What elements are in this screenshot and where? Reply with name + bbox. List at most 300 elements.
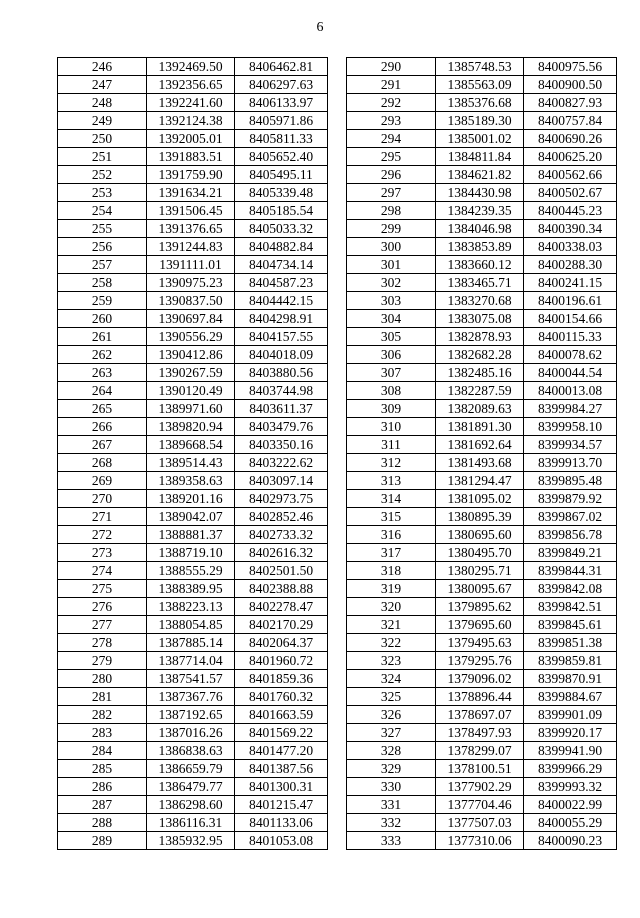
x-coordinate-cell: 1391244.83 bbox=[147, 238, 235, 256]
x-coordinate-cell: 1392356.65 bbox=[147, 76, 235, 94]
point-number-cell: 281 bbox=[58, 688, 147, 706]
y-coordinate-cell: 8399859.81 bbox=[524, 652, 617, 670]
point-number-cell: 267 bbox=[58, 436, 147, 454]
table-row bbox=[58, 184, 328, 202]
point-number-cell: 317 bbox=[347, 544, 436, 562]
y-coordinate-cell: 8400757.84 bbox=[524, 112, 617, 130]
y-coordinate-cell: 8399901.09 bbox=[524, 706, 617, 724]
y-coordinate-cell: 8400090.23 bbox=[524, 832, 617, 850]
table-row bbox=[58, 670, 328, 688]
table-row bbox=[347, 508, 617, 526]
x-coordinate-cell: 1392124.38 bbox=[147, 112, 235, 130]
point-number-cell: 303 bbox=[347, 292, 436, 310]
x-coordinate-cell: 1392469.50 bbox=[147, 58, 235, 76]
y-coordinate-cell: 8400196.61 bbox=[524, 292, 617, 310]
x-coordinate-cell: 1389514.43 bbox=[147, 454, 235, 472]
x-coordinate-cell: 1382682.28 bbox=[436, 346, 524, 364]
x-coordinate-cell: 1386659.79 bbox=[147, 760, 235, 778]
y-coordinate-cell: 8400625.20 bbox=[524, 148, 617, 166]
y-coordinate-cell: 8404442.15 bbox=[235, 292, 328, 310]
point-number-cell: 255 bbox=[58, 220, 147, 238]
x-coordinate-cell: 1379096.02 bbox=[436, 670, 524, 688]
x-coordinate-cell: 1384430.98 bbox=[436, 184, 524, 202]
table-row bbox=[347, 832, 617, 850]
x-coordinate-cell: 1377704.46 bbox=[436, 796, 524, 814]
x-coordinate-cell: 1387016.26 bbox=[147, 724, 235, 742]
table-row bbox=[347, 274, 617, 292]
y-coordinate-cell: 8401300.31 bbox=[235, 778, 328, 796]
point-number-cell: 330 bbox=[347, 778, 436, 796]
y-coordinate-cell: 8403744.98 bbox=[235, 382, 328, 400]
y-coordinate-cell: 8399934.57 bbox=[524, 436, 617, 454]
table-row bbox=[347, 598, 617, 616]
x-coordinate-cell: 1381493.68 bbox=[436, 454, 524, 472]
point-number-cell: 291 bbox=[347, 76, 436, 94]
point-number-cell: 315 bbox=[347, 508, 436, 526]
point-number-cell: 295 bbox=[347, 148, 436, 166]
table-row bbox=[347, 454, 617, 472]
x-coordinate-cell: 1388054.85 bbox=[147, 616, 235, 634]
x-coordinate-cell: 1378497.93 bbox=[436, 724, 524, 742]
x-coordinate-cell: 1383270.68 bbox=[436, 292, 524, 310]
y-coordinate-cell: 8400827.93 bbox=[524, 94, 617, 112]
x-coordinate-cell: 1379695.60 bbox=[436, 616, 524, 634]
point-number-cell: 288 bbox=[58, 814, 147, 832]
y-coordinate-cell: 8403350.16 bbox=[235, 436, 328, 454]
table-row bbox=[58, 796, 328, 814]
x-coordinate-cell: 1391111.01 bbox=[147, 256, 235, 274]
x-coordinate-cell: 1384239.35 bbox=[436, 202, 524, 220]
x-coordinate-cell: 1389820.94 bbox=[147, 418, 235, 436]
y-coordinate-cell: 8401133.06 bbox=[235, 814, 328, 832]
x-coordinate-cell: 1379495.63 bbox=[436, 634, 524, 652]
y-coordinate-cell: 8405495.11 bbox=[235, 166, 328, 184]
x-coordinate-cell: 1390120.49 bbox=[147, 382, 235, 400]
table-row bbox=[58, 814, 328, 832]
y-coordinate-cell: 8402733.32 bbox=[235, 526, 328, 544]
x-coordinate-cell: 1385376.68 bbox=[436, 94, 524, 112]
point-number-cell: 309 bbox=[347, 400, 436, 418]
point-number-cell: 253 bbox=[58, 184, 147, 202]
x-coordinate-cell: 1388223.13 bbox=[147, 598, 235, 616]
table-row bbox=[58, 112, 328, 130]
x-coordinate-cell: 1385748.53 bbox=[436, 58, 524, 76]
y-coordinate-cell: 8400115.33 bbox=[524, 328, 617, 346]
y-coordinate-cell: 8400975.56 bbox=[524, 58, 617, 76]
point-number-cell: 260 bbox=[58, 310, 147, 328]
point-number-cell: 251 bbox=[58, 148, 147, 166]
table-row bbox=[347, 688, 617, 706]
x-coordinate-cell: 1380095.67 bbox=[436, 580, 524, 598]
point-number-cell: 290 bbox=[347, 58, 436, 76]
y-coordinate-cell: 8401663.59 bbox=[235, 706, 328, 724]
point-number-cell: 304 bbox=[347, 310, 436, 328]
x-coordinate-cell: 1385932.95 bbox=[147, 832, 235, 850]
point-number-cell: 297 bbox=[347, 184, 436, 202]
x-coordinate-cell: 1386298.60 bbox=[147, 796, 235, 814]
x-coordinate-cell: 1380895.39 bbox=[436, 508, 524, 526]
table-row bbox=[58, 616, 328, 634]
y-coordinate-cell: 8399867.02 bbox=[524, 508, 617, 526]
point-number-cell: 279 bbox=[58, 652, 147, 670]
y-coordinate-cell: 8403611.37 bbox=[235, 400, 328, 418]
y-coordinate-cell: 8400390.34 bbox=[524, 220, 617, 238]
x-coordinate-cell: 1392241.60 bbox=[147, 94, 235, 112]
x-coordinate-cell: 1389201.16 bbox=[147, 490, 235, 508]
x-coordinate-cell: 1386116.31 bbox=[147, 814, 235, 832]
table-row bbox=[347, 310, 617, 328]
table-row bbox=[347, 436, 617, 454]
y-coordinate-cell: 8405185.54 bbox=[235, 202, 328, 220]
point-number-cell: 280 bbox=[58, 670, 147, 688]
point-number-cell: 273 bbox=[58, 544, 147, 562]
y-coordinate-cell: 8404157.55 bbox=[235, 328, 328, 346]
point-number-cell: 311 bbox=[347, 436, 436, 454]
page-number: 6 bbox=[316, 20, 324, 35]
point-number-cell: 292 bbox=[347, 94, 436, 112]
x-coordinate-cell: 1381692.64 bbox=[436, 436, 524, 454]
table-row bbox=[58, 130, 328, 148]
table-row bbox=[347, 742, 617, 760]
point-number-cell: 275 bbox=[58, 580, 147, 598]
y-coordinate-cell: 8405971.86 bbox=[235, 112, 328, 130]
table-row bbox=[58, 526, 328, 544]
table-row bbox=[347, 148, 617, 166]
y-coordinate-cell: 8405033.32 bbox=[235, 220, 328, 238]
point-number-cell: 320 bbox=[347, 598, 436, 616]
point-number-cell: 263 bbox=[58, 364, 147, 382]
point-number-cell: 300 bbox=[347, 238, 436, 256]
point-number-cell: 305 bbox=[347, 328, 436, 346]
table-row bbox=[347, 292, 617, 310]
table-row bbox=[58, 382, 328, 400]
table-body bbox=[58, 58, 328, 850]
table-row bbox=[347, 166, 617, 184]
point-number-cell: 316 bbox=[347, 526, 436, 544]
y-coordinate-cell: 8402616.32 bbox=[235, 544, 328, 562]
point-number-cell: 270 bbox=[58, 490, 147, 508]
y-coordinate-cell: 8399856.78 bbox=[524, 526, 617, 544]
y-coordinate-cell: 8402064.37 bbox=[235, 634, 328, 652]
x-coordinate-cell: 1389971.60 bbox=[147, 400, 235, 418]
point-number-cell: 287 bbox=[58, 796, 147, 814]
point-number-cell: 271 bbox=[58, 508, 147, 526]
table-row bbox=[347, 112, 617, 130]
x-coordinate-cell: 1384621.82 bbox=[436, 166, 524, 184]
table-row bbox=[347, 760, 617, 778]
x-coordinate-cell: 1389668.54 bbox=[147, 436, 235, 454]
x-coordinate-cell: 1389042.07 bbox=[147, 508, 235, 526]
y-coordinate-cell: 8403479.76 bbox=[235, 418, 328, 436]
point-number-cell: 307 bbox=[347, 364, 436, 382]
y-coordinate-cell: 8399842.08 bbox=[524, 580, 617, 598]
x-coordinate-cell: 1385189.30 bbox=[436, 112, 524, 130]
x-coordinate-cell: 1387367.76 bbox=[147, 688, 235, 706]
point-number-cell: 259 bbox=[58, 292, 147, 310]
point-number-cell: 312 bbox=[347, 454, 436, 472]
x-coordinate-cell: 1384811.84 bbox=[436, 148, 524, 166]
table-row bbox=[347, 76, 617, 94]
x-coordinate-cell: 1381294.47 bbox=[436, 472, 524, 490]
table-row bbox=[58, 706, 328, 724]
y-coordinate-cell: 8402278.47 bbox=[235, 598, 328, 616]
table-row bbox=[58, 274, 328, 292]
coordinates-table-right bbox=[346, 57, 617, 850]
x-coordinate-cell: 1378896.44 bbox=[436, 688, 524, 706]
y-coordinate-cell: 8400044.54 bbox=[524, 364, 617, 382]
x-coordinate-cell: 1391376.65 bbox=[147, 220, 235, 238]
y-coordinate-cell: 8400055.29 bbox=[524, 814, 617, 832]
x-coordinate-cell: 1390556.29 bbox=[147, 328, 235, 346]
x-coordinate-cell: 1382287.59 bbox=[436, 382, 524, 400]
point-number-cell: 332 bbox=[347, 814, 436, 832]
point-number-cell: 283 bbox=[58, 724, 147, 742]
y-coordinate-cell: 8399920.17 bbox=[524, 724, 617, 742]
point-number-cell: 314 bbox=[347, 490, 436, 508]
y-coordinate-cell: 8401053.08 bbox=[235, 832, 328, 850]
y-coordinate-cell: 8400562.66 bbox=[524, 166, 617, 184]
point-number-cell: 249 bbox=[58, 112, 147, 130]
table-row bbox=[347, 238, 617, 256]
x-coordinate-cell: 1382089.63 bbox=[436, 400, 524, 418]
table-row bbox=[347, 796, 617, 814]
y-coordinate-cell: 8400445.23 bbox=[524, 202, 617, 220]
table-row bbox=[347, 670, 617, 688]
table-row bbox=[58, 58, 328, 76]
point-number-cell: 286 bbox=[58, 778, 147, 796]
table-row bbox=[58, 292, 328, 310]
point-number-cell: 247 bbox=[58, 76, 147, 94]
x-coordinate-cell: 1380695.60 bbox=[436, 526, 524, 544]
x-coordinate-cell: 1385001.02 bbox=[436, 130, 524, 148]
table-row bbox=[58, 346, 328, 364]
x-coordinate-cell: 1383853.89 bbox=[436, 238, 524, 256]
point-number-cell: 261 bbox=[58, 328, 147, 346]
x-coordinate-cell: 1391759.90 bbox=[147, 166, 235, 184]
point-number-cell: 319 bbox=[347, 580, 436, 598]
x-coordinate-cell: 1385563.09 bbox=[436, 76, 524, 94]
point-number-cell: 248 bbox=[58, 94, 147, 112]
y-coordinate-cell: 8399895.48 bbox=[524, 472, 617, 490]
point-number-cell: 266 bbox=[58, 418, 147, 436]
point-number-cell: 276 bbox=[58, 598, 147, 616]
y-coordinate-cell: 8400900.50 bbox=[524, 76, 617, 94]
table-row bbox=[347, 634, 617, 652]
y-coordinate-cell: 8406297.63 bbox=[235, 76, 328, 94]
table-row bbox=[58, 760, 328, 778]
y-coordinate-cell: 8399879.92 bbox=[524, 490, 617, 508]
y-coordinate-cell: 8400013.08 bbox=[524, 382, 617, 400]
point-number-cell: 298 bbox=[347, 202, 436, 220]
y-coordinate-cell: 8399851.38 bbox=[524, 634, 617, 652]
y-coordinate-cell: 8403222.62 bbox=[235, 454, 328, 472]
table-row bbox=[58, 544, 328, 562]
x-coordinate-cell: 1383465.71 bbox=[436, 274, 524, 292]
y-coordinate-cell: 8405652.40 bbox=[235, 148, 328, 166]
point-number-cell: 302 bbox=[347, 274, 436, 292]
point-number-cell: 272 bbox=[58, 526, 147, 544]
y-coordinate-cell: 8400338.03 bbox=[524, 238, 617, 256]
x-coordinate-cell: 1388555.29 bbox=[147, 562, 235, 580]
point-number-cell: 289 bbox=[58, 832, 147, 850]
table-row bbox=[347, 202, 617, 220]
table-row bbox=[347, 814, 617, 832]
table-row bbox=[347, 544, 617, 562]
x-coordinate-cell: 1387885.14 bbox=[147, 634, 235, 652]
y-coordinate-cell: 8399844.31 bbox=[524, 562, 617, 580]
y-coordinate-cell: 8402501.50 bbox=[235, 562, 328, 580]
y-coordinate-cell: 8400241.15 bbox=[524, 274, 617, 292]
table-row bbox=[347, 400, 617, 418]
y-coordinate-cell: 8401760.32 bbox=[235, 688, 328, 706]
y-coordinate-cell: 8400022.99 bbox=[524, 796, 617, 814]
table-row bbox=[58, 472, 328, 490]
x-coordinate-cell: 1382485.16 bbox=[436, 364, 524, 382]
table-row bbox=[58, 562, 328, 580]
x-coordinate-cell: 1390412.86 bbox=[147, 346, 235, 364]
y-coordinate-cell: 8403097.14 bbox=[235, 472, 328, 490]
x-coordinate-cell: 1391634.21 bbox=[147, 184, 235, 202]
point-number-cell: 278 bbox=[58, 634, 147, 652]
y-coordinate-cell: 8404298.91 bbox=[235, 310, 328, 328]
table-row bbox=[58, 310, 328, 328]
y-coordinate-cell: 8400690.26 bbox=[524, 130, 617, 148]
x-coordinate-cell: 1392005.01 bbox=[147, 130, 235, 148]
y-coordinate-cell: 8404734.14 bbox=[235, 256, 328, 274]
x-coordinate-cell: 1379895.62 bbox=[436, 598, 524, 616]
y-coordinate-cell: 8399845.61 bbox=[524, 616, 617, 634]
table-row bbox=[58, 418, 328, 436]
table-row bbox=[347, 130, 617, 148]
y-coordinate-cell: 8399842.51 bbox=[524, 598, 617, 616]
point-number-cell: 262 bbox=[58, 346, 147, 364]
y-coordinate-cell: 8405811.33 bbox=[235, 130, 328, 148]
x-coordinate-cell: 1382878.93 bbox=[436, 328, 524, 346]
table-row bbox=[347, 346, 617, 364]
x-coordinate-cell: 1384046.98 bbox=[436, 220, 524, 238]
point-number-cell: 301 bbox=[347, 256, 436, 274]
y-coordinate-cell: 8399958.10 bbox=[524, 418, 617, 436]
y-coordinate-cell: 8400288.30 bbox=[524, 256, 617, 274]
point-number-cell: 331 bbox=[347, 796, 436, 814]
table-row bbox=[58, 76, 328, 94]
table-row bbox=[347, 778, 617, 796]
y-coordinate-cell: 8404018.09 bbox=[235, 346, 328, 364]
x-coordinate-cell: 1383075.08 bbox=[436, 310, 524, 328]
table-row bbox=[58, 328, 328, 346]
point-number-cell: 294 bbox=[347, 130, 436, 148]
x-coordinate-cell: 1389358.63 bbox=[147, 472, 235, 490]
point-number-cell: 274 bbox=[58, 562, 147, 580]
point-number-cell: 282 bbox=[58, 706, 147, 724]
table-row bbox=[58, 688, 328, 706]
table-row bbox=[58, 220, 328, 238]
table-row bbox=[347, 364, 617, 382]
table-body bbox=[347, 58, 617, 850]
point-number-cell: 321 bbox=[347, 616, 436, 634]
point-number-cell: 250 bbox=[58, 130, 147, 148]
table-row bbox=[347, 94, 617, 112]
table-row bbox=[347, 580, 617, 598]
point-number-cell: 252 bbox=[58, 166, 147, 184]
y-coordinate-cell: 8399941.90 bbox=[524, 742, 617, 760]
y-coordinate-cell: 8401859.36 bbox=[235, 670, 328, 688]
y-coordinate-cell: 8406462.81 bbox=[235, 58, 328, 76]
point-number-cell: 268 bbox=[58, 454, 147, 472]
y-coordinate-cell: 8399966.29 bbox=[524, 760, 617, 778]
point-number-cell: 257 bbox=[58, 256, 147, 274]
x-coordinate-cell: 1387192.65 bbox=[147, 706, 235, 724]
y-coordinate-cell: 8401960.72 bbox=[235, 652, 328, 670]
table-row bbox=[347, 616, 617, 634]
table-row bbox=[347, 526, 617, 544]
x-coordinate-cell: 1390697.84 bbox=[147, 310, 235, 328]
y-coordinate-cell: 8401569.22 bbox=[235, 724, 328, 742]
table-row bbox=[58, 724, 328, 742]
table-row bbox=[58, 580, 328, 598]
table-row bbox=[58, 742, 328, 760]
y-coordinate-cell: 8399993.32 bbox=[524, 778, 617, 796]
y-coordinate-cell: 8404587.23 bbox=[235, 274, 328, 292]
point-number-cell: 324 bbox=[347, 670, 436, 688]
point-number-cell: 246 bbox=[58, 58, 147, 76]
x-coordinate-cell: 1377902.29 bbox=[436, 778, 524, 796]
x-coordinate-cell: 1390837.50 bbox=[147, 292, 235, 310]
x-coordinate-cell: 1378697.07 bbox=[436, 706, 524, 724]
x-coordinate-cell: 1380495.70 bbox=[436, 544, 524, 562]
table-row bbox=[347, 652, 617, 670]
x-coordinate-cell: 1387714.04 bbox=[147, 652, 235, 670]
x-coordinate-cell: 1377507.03 bbox=[436, 814, 524, 832]
point-number-cell: 326 bbox=[347, 706, 436, 724]
x-coordinate-cell: 1390975.23 bbox=[147, 274, 235, 292]
x-coordinate-cell: 1388881.37 bbox=[147, 526, 235, 544]
x-coordinate-cell: 1388389.95 bbox=[147, 580, 235, 598]
x-coordinate-cell: 1381095.02 bbox=[436, 490, 524, 508]
point-number-cell: 265 bbox=[58, 400, 147, 418]
table-row bbox=[347, 328, 617, 346]
table-row bbox=[58, 652, 328, 670]
table-row bbox=[58, 598, 328, 616]
x-coordinate-cell: 1390267.59 bbox=[147, 364, 235, 382]
table-row bbox=[347, 256, 617, 274]
table-row bbox=[58, 832, 328, 850]
table-row bbox=[58, 166, 328, 184]
y-coordinate-cell: 8401215.47 bbox=[235, 796, 328, 814]
x-coordinate-cell: 1386479.77 bbox=[147, 778, 235, 796]
table-row bbox=[58, 400, 328, 418]
x-coordinate-cell: 1387541.57 bbox=[147, 670, 235, 688]
y-coordinate-cell: 8402973.75 bbox=[235, 490, 328, 508]
point-number-cell: 318 bbox=[347, 562, 436, 580]
x-coordinate-cell: 1381891.30 bbox=[436, 418, 524, 436]
table-row bbox=[58, 202, 328, 220]
y-coordinate-cell: 8400154.66 bbox=[524, 310, 617, 328]
table-row bbox=[58, 778, 328, 796]
point-number-cell: 323 bbox=[347, 652, 436, 670]
x-coordinate-cell: 1383660.12 bbox=[436, 256, 524, 274]
point-number-cell: 333 bbox=[347, 832, 436, 850]
point-number-cell: 264 bbox=[58, 382, 147, 400]
point-number-cell: 306 bbox=[347, 346, 436, 364]
x-coordinate-cell: 1380295.71 bbox=[436, 562, 524, 580]
x-coordinate-cell: 1388719.10 bbox=[147, 544, 235, 562]
table-row bbox=[58, 364, 328, 382]
table-row bbox=[347, 58, 617, 76]
y-coordinate-cell: 8399849.21 bbox=[524, 544, 617, 562]
x-coordinate-cell: 1391506.45 bbox=[147, 202, 235, 220]
table-row bbox=[347, 382, 617, 400]
